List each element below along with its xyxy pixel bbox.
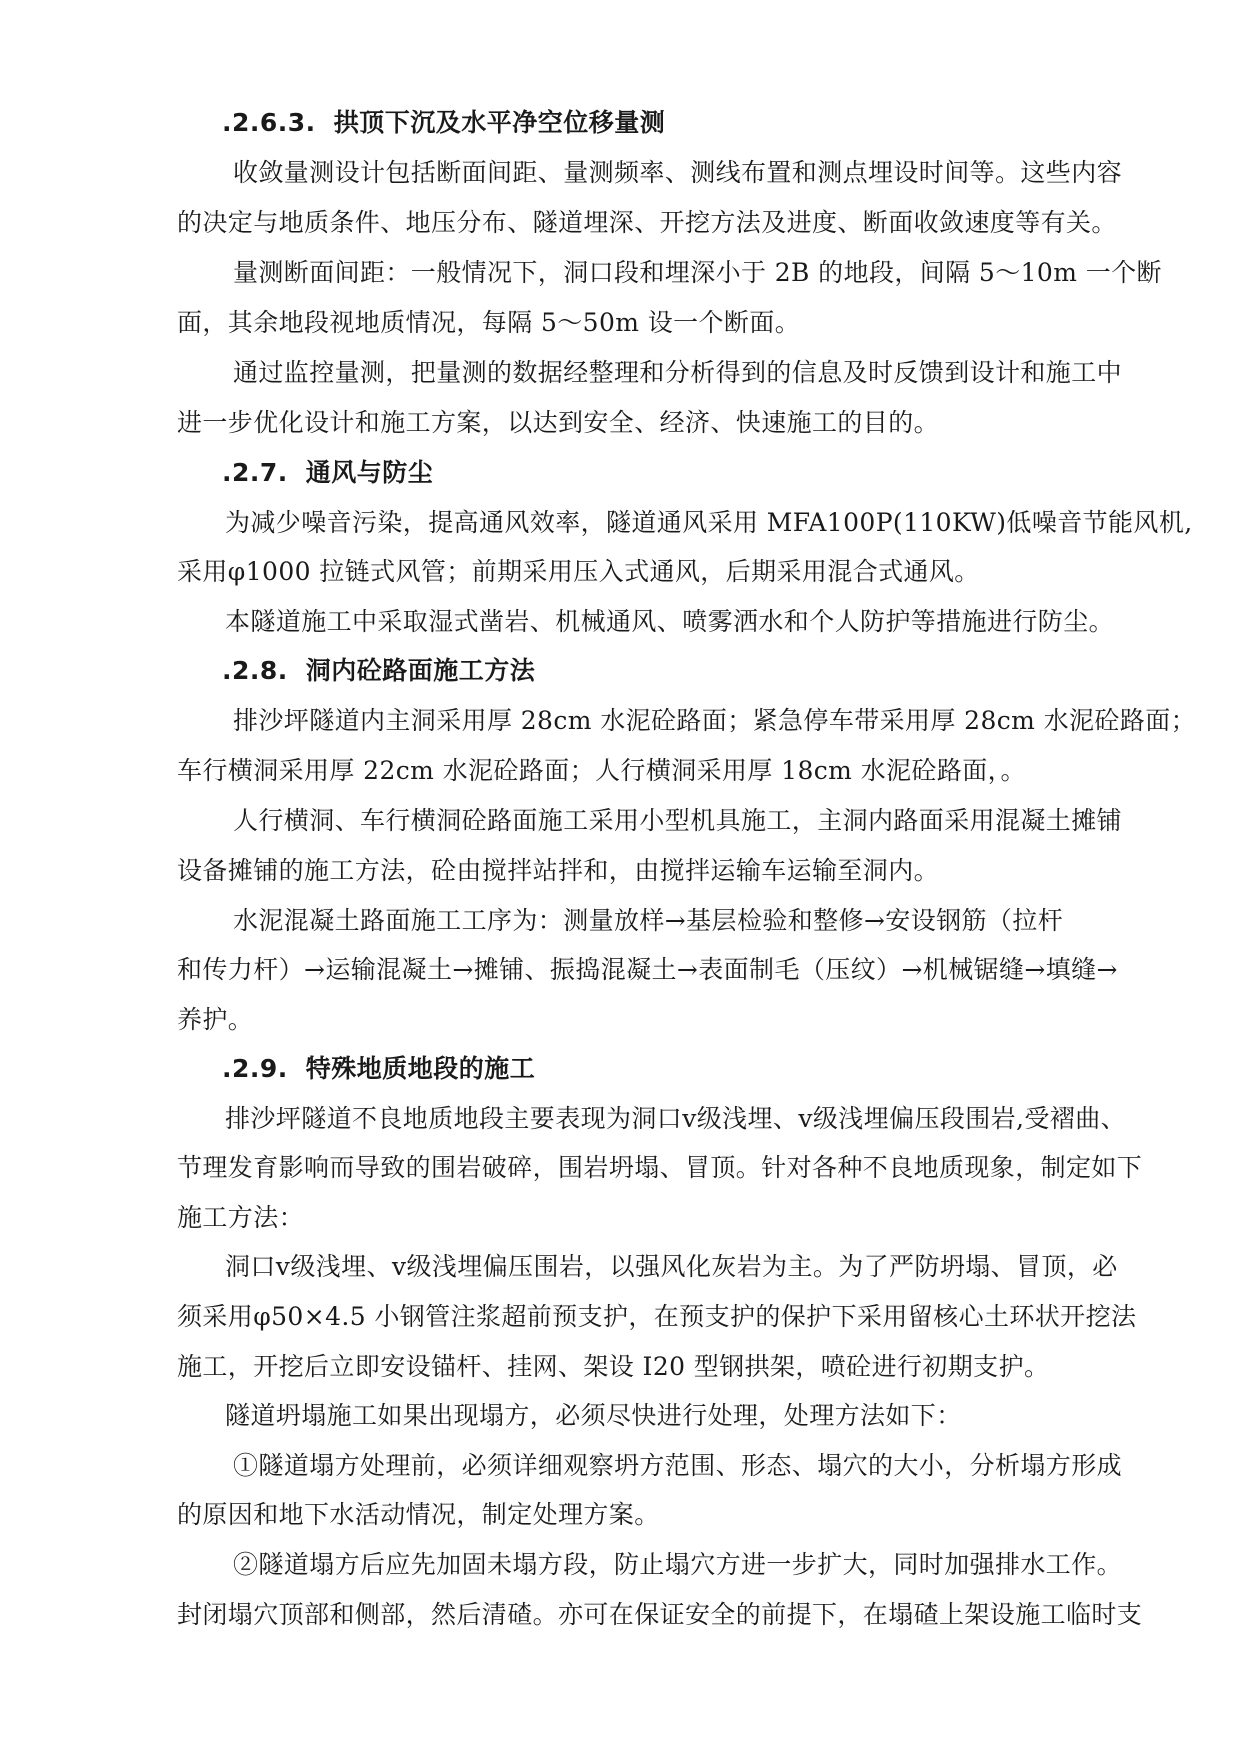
text-line: 和传力杆）→运输混凝土→摊铺、振捣混凝土→表面制毛（压纹）→机械锯缝→填缝→ [177,955,1118,984]
section-title: 通风与防尘 [305,458,434,487]
text-line: 水泥混凝土路面施工工序为：测量放样→基层检验和整修→安设钢筋（拉杆 [233,906,1064,935]
section-title: 洞内砼路面施工方法 [305,656,536,685]
text-line: 的决定与地质条件、地压分布、隧道埋深、开挖方法及进度、断面收敛速度等有关。 [177,208,1117,237]
section-heading [222,458,433,488]
text-line: 须采用φ50×4.5 小钢管注浆超前预支护，在预支护的保护下采用留核心土环状开挖法 [177,1302,1137,1331]
section-number: .2.6.3. [222,108,316,137]
text-line: 进一步优化设计和施工方案，以达到安全、经济、快速施工的目的。 [177,408,940,437]
text-line: 封闭塌穴顶部和侧部，然后清碴。亦可在保证安全的前提下，在塌碴上架设施工临时支 [177,1600,1143,1629]
section-heading [222,656,535,686]
section-heading [222,1054,535,1084]
text-line: 排沙坪隧道内主洞采用厚 28cm 水泥砼路面；紧急停车带采用厚 28cm 水泥砼路面； [233,706,1197,735]
text-line: 本隧道施工中采取湿式凿岩、机械通风、喷雾洒水和个人防护等措施进行防尘。 [225,607,1115,636]
section-number: .2.7. [222,458,288,487]
section-number: .2.9. [222,1054,288,1083]
text-line: 通过监控量测，把量测的数据经整理和分析得到的信息及时反馈到设计和施工中 [233,358,1123,387]
text-line: 施工方法： [177,1203,305,1232]
text-line: 排沙坪隧道不良地质地段主要表现为洞口ⅴ级浅埋、ⅴ级浅埋偏压段围岩,受褶曲、 [225,1104,1126,1133]
section-title: 特殊地质地段的施工 [305,1054,536,1083]
text-line: 养护。 [177,1005,254,1034]
text-line: 采用φ1000 拉链式风管；前期采用压入式通风，后期采用混合式通风。 [177,557,980,586]
text-line: ②隧道塌方后应先加固未塌方段，防止塌穴方进一步扩大，同时加强排水工作。 [233,1550,1123,1579]
text-line: 面，其余地段视地质情况，每隔 5～50m 设一个断面。 [177,308,801,337]
text-line: 车行横洞采用厚 22cm 水泥砼路面；人行横洞采用厚 18cm 水泥砼路面，。 [177,756,1026,785]
text-line: 人行横洞、车行横洞砼路面施工采用小型机具施工，主洞内路面采用混凝土摊铺 [233,806,1123,835]
text-line: 洞口ⅴ级浅埋、ⅴ级浅埋偏压围岩，以强风化灰岩为主。为了严防坍塌、冒顶，必 [225,1252,1118,1281]
text-line: 隧道坍塌施工如果出现塌方，必须尽快进行处理，处理方法如下： [225,1401,962,1430]
text-line: 收敛量测设计包括断面间距、量测频率、测线布置和测点埋设时间等。这些内容 [233,158,1123,187]
text-line: 节理发育影响而导致的围岩破碎，围岩坍塌、冒顶。针对各种不良地质现象，制定如下 [177,1153,1143,1182]
section-number: .2.8. [222,656,288,685]
text-line: 设备摊铺的施工方法，砼由搅拌站拌和，由搅拌运输车运输至洞内。 [177,856,940,885]
section-heading [222,108,665,138]
text-line: 施工，开挖后立即安设锚杆、挂网、架设 I20 型钢拱架，喷砼进行初期支护。 [177,1352,1050,1381]
text-line: 的原因和地下水活动情况，制定处理方案。 [177,1500,660,1529]
section-title: 拱顶下沉及水平净空位移量测 [333,108,666,137]
text-line: 为减少噪音污染，提高通风效率，隧道通风采用 MFA100P(110KW)低噪音节能风机, [225,508,1193,537]
text-line: ①隧道塌方处理前，必须详细观察坍方范围、形态、塌穴的大小，分析塌方形成 [233,1451,1123,1480]
text-line: 量测断面间距：一般情况下，洞口段和埋深小于 2B 的地段，间隔 5～10m 一个断 [233,258,1162,287]
